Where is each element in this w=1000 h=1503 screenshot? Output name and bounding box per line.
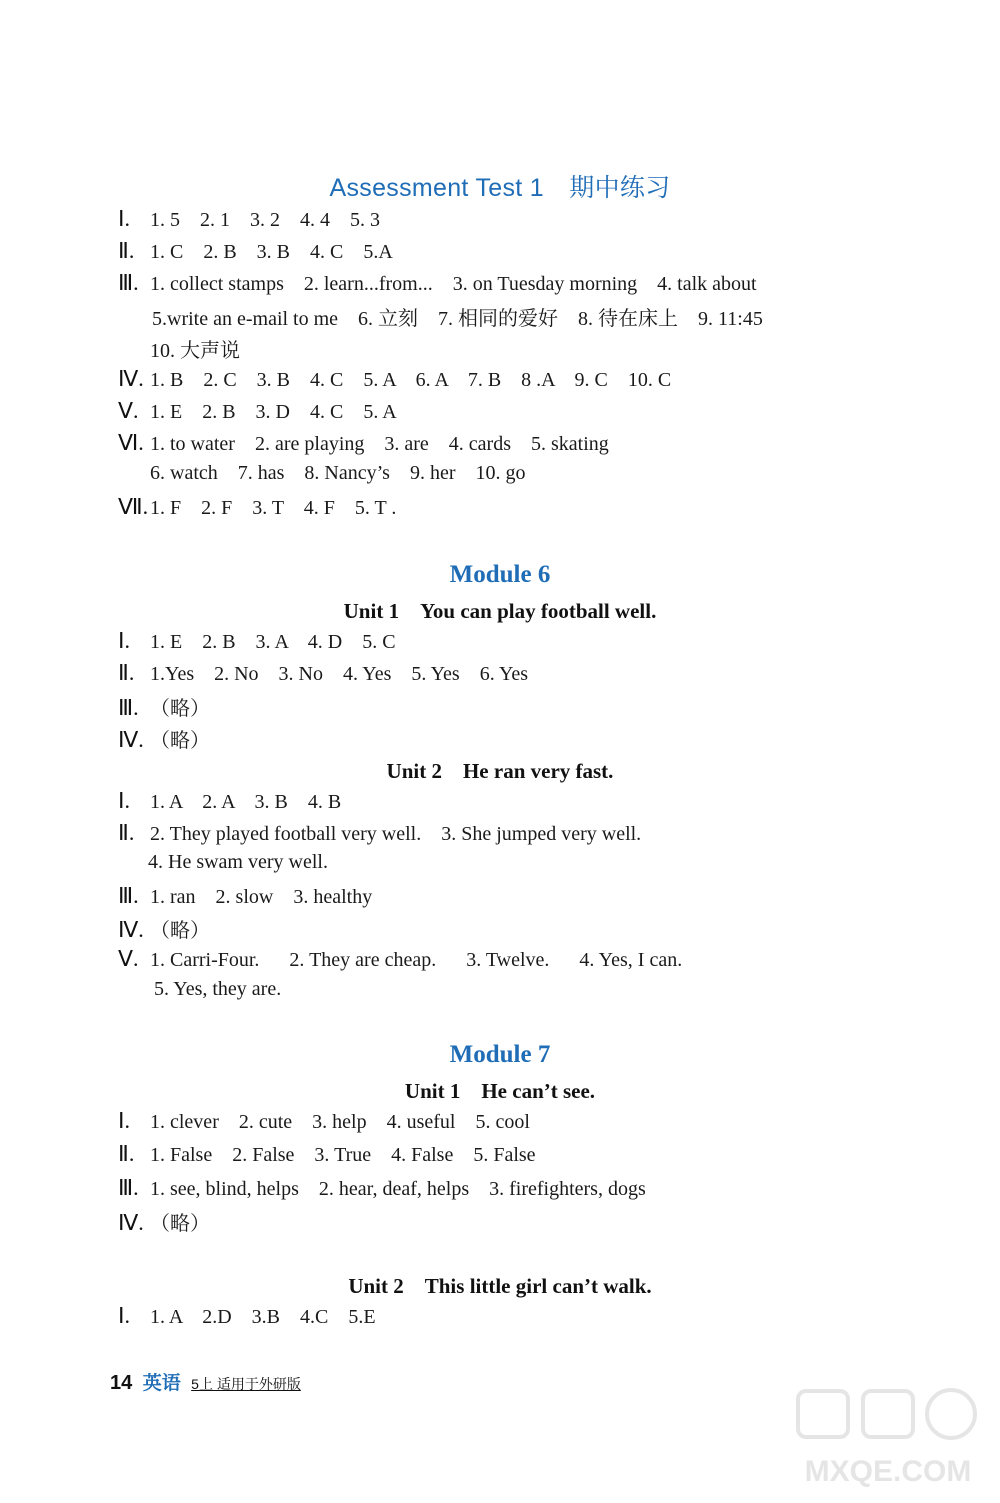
answer-line: Ⅳ. （略）	[118, 1210, 210, 1235]
answer-line: Ⅰ. 1. A 2.D 3.B 4.C 5.E	[118, 1303, 376, 1328]
answer-line: 5.write an e-mail to me 6. 立刻 7. 相同的爱好 8. 待在床上 9. 11:45	[152, 308, 763, 330]
answer-line: Ⅰ. 1. A 2. A 3. B 4. B	[118, 788, 342, 813]
answer-line: Ⅱ. 1. False 2. False 3. True 4. False 5. False	[118, 1141, 536, 1166]
answer-line: Ⅰ. 1. 5 2. 1 3. 2 4. 4 5. 3	[118, 206, 380, 231]
answer-line: Ⅲ. 1. collect stamps 2. learn...from... 3. on Tuesday morning 4. talk about	[118, 270, 757, 295]
page-number: 14	[110, 1372, 133, 1394]
answer-line: Ⅶ.1. F 2. F 3. T 4. F 5. T .	[118, 494, 397, 519]
module-7-unit-1-title: Unit 1 He can’t see.	[404, 1079, 596, 1103]
answer-line: Ⅲ. 1. see, blind, helps 2. hear, deaf, helps 3. firefighters, dogs	[118, 1175, 646, 1200]
page-footer	[110, 1368, 301, 1395]
answer-line: 4. He swam very well.	[148, 851, 328, 873]
module-7-unit-2-title: Unit 2 This little girl can’t walk.	[348, 1274, 652, 1298]
answer-line: Ⅴ. 1. E 2. B 3. D 4. C 5. A	[118, 398, 397, 423]
answer-line: Ⅰ. 1. clever 2. cute 3. help 4. useful 5. cool	[118, 1108, 530, 1133]
watermark-logo	[788, 1383, 988, 1493]
grade-edition-label: 5上 适用于外研版	[191, 1376, 301, 1392]
subject-label: 英语	[142, 1373, 181, 1394]
answer-line: 10. 大声说	[150, 340, 240, 362]
assessment-title: Assessment Test 1 期中练习	[329, 174, 671, 202]
answer-line: Ⅵ. 1. to water 2. are playing 3. are 4. cards 5. skating	[118, 430, 609, 455]
answer-line: Ⅱ. 2. They played football very well. 3. She jumped very well.	[118, 820, 642, 845]
module-6-unit-2-title: Unit 2 He ran very fast.	[386, 759, 614, 783]
answer-line: Ⅰ. 1. E 2. B 3. A 4. D 5. C	[118, 628, 396, 653]
module-7-title: Module 7	[449, 1041, 551, 1068]
answer-line: Ⅲ. 1. ran 2. slow 3. healthy	[118, 883, 373, 908]
watermark-text: MXQE.COM	[804, 1455, 972, 1488]
module-6-title: Module 6	[449, 561, 551, 588]
answer-line: 6. watch 7. has 8. Nancy’s 9. her 10. go	[150, 462, 526, 484]
answer-line: Ⅳ. （略）	[118, 917, 210, 942]
answer-line: Ⅱ. 1.Yes 2. No 3. No 4. Yes 5. Yes 6. Yes	[118, 660, 529, 685]
answer-line: Ⅱ. 1. C 2. B 3. B 4. C 5.A	[118, 238, 393, 263]
module-6-unit-1-title: Unit 1 You can play football well.	[343, 599, 657, 623]
answer-line: Ⅲ. （略）	[118, 695, 210, 720]
answer-line: 5. Yes, they are.	[154, 978, 282, 1000]
answer-line: Ⅴ. 1. Carri-Four. 2. They are cheap. 3. Twelve. 4. Yes, I can.	[118, 946, 683, 971]
answer-line: Ⅳ. 1. B 2. C 3. B 4. C 5. A 6. A 7. B 8 .A 9. C 10. C	[118, 366, 672, 391]
answer-line: Ⅳ. （略）	[118, 727, 210, 752]
